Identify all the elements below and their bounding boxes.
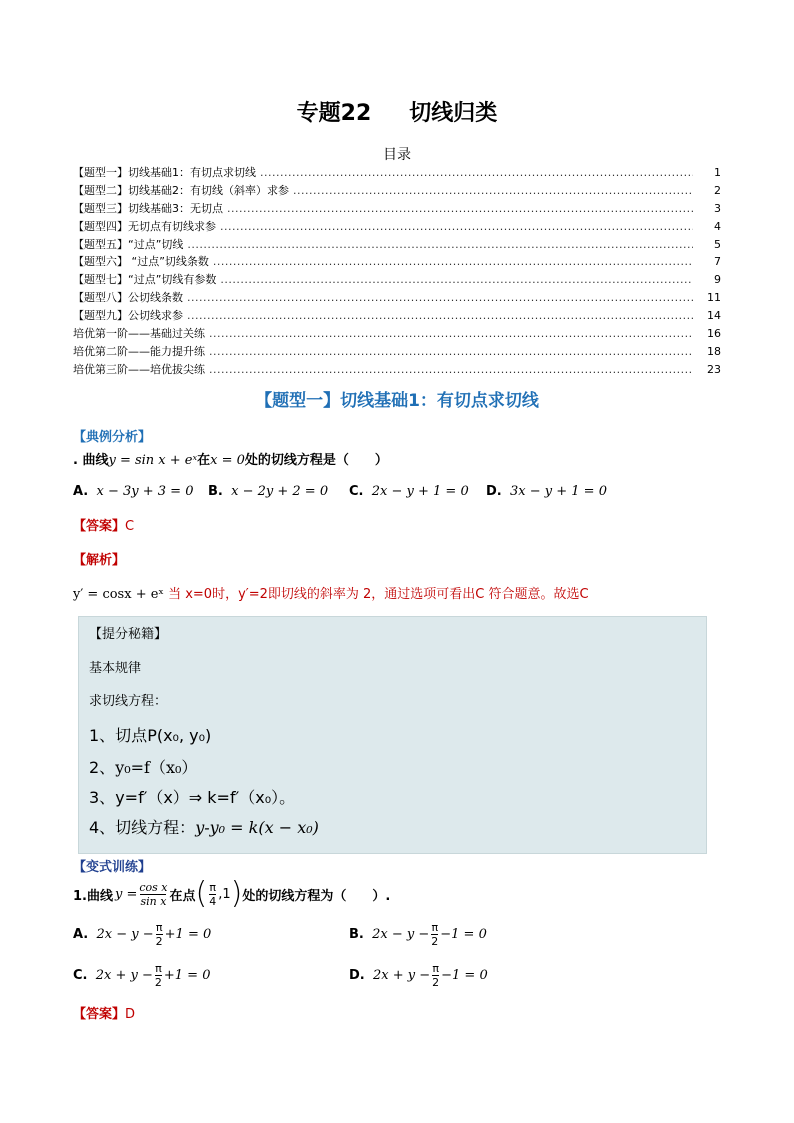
toc-entry[interactable]: 【题型三】切线基础3：无切点 ..... 3 [73,200,721,218]
page-title [0,96,794,127]
tip-step-1: 1、切点P(x₀, y₀) [89,726,212,745]
analysis-tag: 【解析】 [73,553,126,568]
practice-option-c[interactable]: C. 2x + y − $\frac{\pi}{2}$ +1 = 0 [73,962,211,989]
practice-option-d[interactable]: D. 2x + y − $\frac{\pi}{2}$ −1 = 0 [349,962,488,989]
toc-entry[interactable]: 培优第一阶——基础过关练 ..... 16 [73,325,721,343]
toc-heading: 目录 [383,147,411,163]
tip-tag: 【提分秘籍】 [89,627,168,642]
practice-question: 1.曲线 y = $\frac{\text{cos x}}{\text{sin x}}$ 在点 ( $\frac{\pi}{4}$ ,1 ) 处的切线方程为（ ）. [73,876,391,911]
practice-answer: 【答案】D [73,1007,136,1022]
tip-box [78,616,707,854]
toc-entry[interactable]: 【题型二】切线基础2：有切线（斜率）求参 ..... 2 [73,182,721,200]
practice-option-a[interactable]: A. 2x − y − $\frac{\pi}{2}$ +1 = 0 [73,921,212,948]
title-text: 切线归类 [409,101,498,126]
tip-step-2: 2、y₀=f（x₀） [89,758,198,777]
analysis-text: y′ = cosx + eˣ 当 x=0时，y′=2即切线的斜率为 2，通过选项可看出C 符合题意。故选C [73,587,589,602]
tip-line-method: 求切线方程： [89,694,168,709]
table-of-contents [73,164,721,379]
example-tag: 【典例分析】 [73,430,152,445]
toc-entry[interactable]: 【题型五】“过点”切线 ..... 5 [73,236,721,254]
question-expression: y = sin x + eˣ [108,453,198,468]
option-b[interactable]: B. x − 2y + 2 = 0 [208,484,329,499]
toc-entry[interactable]: 【题型六】 “过点”切线条数 ..... 7 [73,253,721,271]
title-number: 专题22 [296,101,372,126]
practice-tag: 【变式训练】 [73,860,152,875]
toc-entry[interactable]: 【题型一】切线基础1：有切点求切线 ..... 1 [73,164,721,182]
example-answer: 【答案】C [73,519,135,534]
tip-step-4: 4、切线方程：y-y₀ = k(x − x₀) [89,818,319,837]
option-d[interactable]: D. 3x − y + 1 = 0 [486,484,607,499]
example-question: . 曲线y = sin x + eˣ在x = 0处的切线方程是（ ） [73,453,388,468]
tip-step-3: 3、y=f′（x）⇒ k=f′（x₀）。 [89,788,296,807]
practice-fraction: $\frac{\text{cos x}}{\text{sin x}}$ [139,880,168,908]
toc-entry[interactable]: 培优第二阶——能力提升练 ..... 18 [73,343,721,361]
toc-entry[interactable]: 【题型七】“过点”切线有参数 ..... 9 [73,271,721,289]
toc-entry[interactable]: 【题型四】无切点有切线求参 ..... 4 [73,218,721,236]
practice-option-b[interactable]: B. 2x − y − $\frac{\pi}{2}$ −1 = 0 [349,921,487,948]
option-a[interactable]: A. x − 3y + 3 = 0 [73,484,194,499]
toc-entry[interactable]: 培优第三阶——培优拔尖练 ..... 23 [73,361,721,379]
tip-line-rule: 基本规律 [89,661,142,676]
toc-entry[interactable]: 【题型九】公切线求参 ..... 14 [73,307,721,325]
option-c[interactable]: C. 2x − y + 1 = 0 [349,484,469,499]
section-title: 【题型一】切线基础1：有切点求切线 [255,391,539,411]
toc-entry[interactable]: 【题型八】公切线条数 ..... 11 [73,289,721,307]
